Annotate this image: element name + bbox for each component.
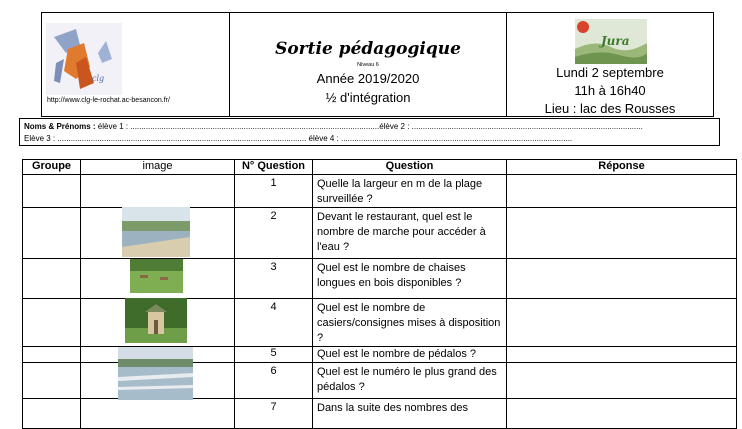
- names-line-1-fields[interactable]: élève 1 : ................................................................................................................élève 2 : ........................................................................................................: [95, 122, 643, 131]
- header-title-cell: [230, 13, 507, 116]
- header-question: Question: [313, 160, 507, 175]
- question-number: 2: [235, 208, 313, 259]
- groupe-cell[interactable]: [23, 347, 81, 363]
- question-number: 7: [235, 399, 313, 429]
- question-number: 4: [235, 299, 313, 347]
- answer-cell[interactable]: [507, 259, 737, 299]
- names-label: Noms & Prénoms :: [24, 122, 96, 131]
- header-info-cell: [507, 13, 713, 116]
- groupe-cell[interactable]: [23, 208, 81, 259]
- question-text: Quel est le nombre de casiers/consignes mises à disposition ?: [313, 299, 507, 347]
- table-row: [23, 399, 737, 429]
- image-cell: [81, 399, 235, 429]
- groupe-cell[interactable]: [23, 259, 81, 299]
- college-url[interactable]: http://www.clg-le-rochat.ac-besancon.fr/: [47, 97, 170, 104]
- question-number: 1: [235, 175, 313, 208]
- groupe-cell[interactable]: [23, 299, 81, 347]
- groupe-cell[interactable]: [23, 363, 81, 399]
- header-groupe: Groupe: [23, 160, 81, 175]
- jura-logo-icon: [575, 19, 647, 64]
- college-logo-icon: [46, 23, 122, 95]
- question-text: Dans la suite des nombres des: [313, 399, 507, 429]
- table-row: [23, 175, 737, 208]
- svg-text:Jura: Jura: [601, 34, 630, 48]
- image-cell: [81, 175, 235, 208]
- question-number: 6: [235, 363, 313, 399]
- header-reponse: Réponse: [507, 160, 737, 175]
- answer-cell[interactable]: [507, 399, 737, 429]
- names-line-2[interactable]: Elève 3 : ................................................................................................................ élève 4 : ........................................................................................................: [24, 134, 573, 143]
- integration-label: ½ d'intégration: [325, 90, 411, 105]
- date-label: Lundi 2 septembre: [556, 65, 664, 80]
- page-title: Sortie pédagogique: [275, 39, 461, 59]
- table-header-row: [23, 160, 737, 175]
- question-number: 5: [235, 347, 313, 363]
- question-number: 3: [235, 259, 313, 299]
- header-logo-cell: [42, 13, 230, 116]
- answer-cell[interactable]: [507, 299, 737, 347]
- header-num-question: N° Question: [235, 160, 313, 175]
- location-label: Lieu : lac des Rousses: [544, 101, 676, 116]
- question-text: Devant le restaurant, quel est le nombre de marche pour accéder à l'eau ?: [313, 208, 507, 259]
- beach-photo: [122, 207, 190, 257]
- lockers-photo: [125, 298, 187, 343]
- deckchairs-photo: [130, 259, 183, 293]
- groupe-cell[interactable]: [23, 175, 81, 208]
- header-image: image: [81, 160, 235, 175]
- niveau-label: Niveau 6: [357, 62, 379, 68]
- header-box: [41, 12, 714, 117]
- groupe-cell[interactable]: [23, 399, 81, 429]
- svg-text:clg: clg: [92, 74, 105, 83]
- names-line-1: [24, 122, 643, 131]
- annee-label: Année 2019/2020: [316, 71, 420, 86]
- pedalos-photo: [118, 347, 193, 400]
- answer-cell[interactable]: [507, 363, 737, 399]
- answer-cell[interactable]: [507, 175, 737, 208]
- question-text: Quel est le nombre de chaises longues en bois disponibles ?: [313, 259, 507, 299]
- time-label: 11h à 16h40: [574, 83, 646, 98]
- question-text: Quel est le nombre de pédalos ?: [313, 347, 507, 363]
- question-text: Quelle la largeur en m de la plage surveillée ?: [313, 175, 507, 208]
- student-names-box: [19, 118, 720, 146]
- answer-cell[interactable]: [507, 208, 737, 259]
- question-text: Quel est le numéro le plus grand des pédalos ?: [313, 363, 507, 399]
- answer-cell[interactable]: [507, 347, 737, 363]
